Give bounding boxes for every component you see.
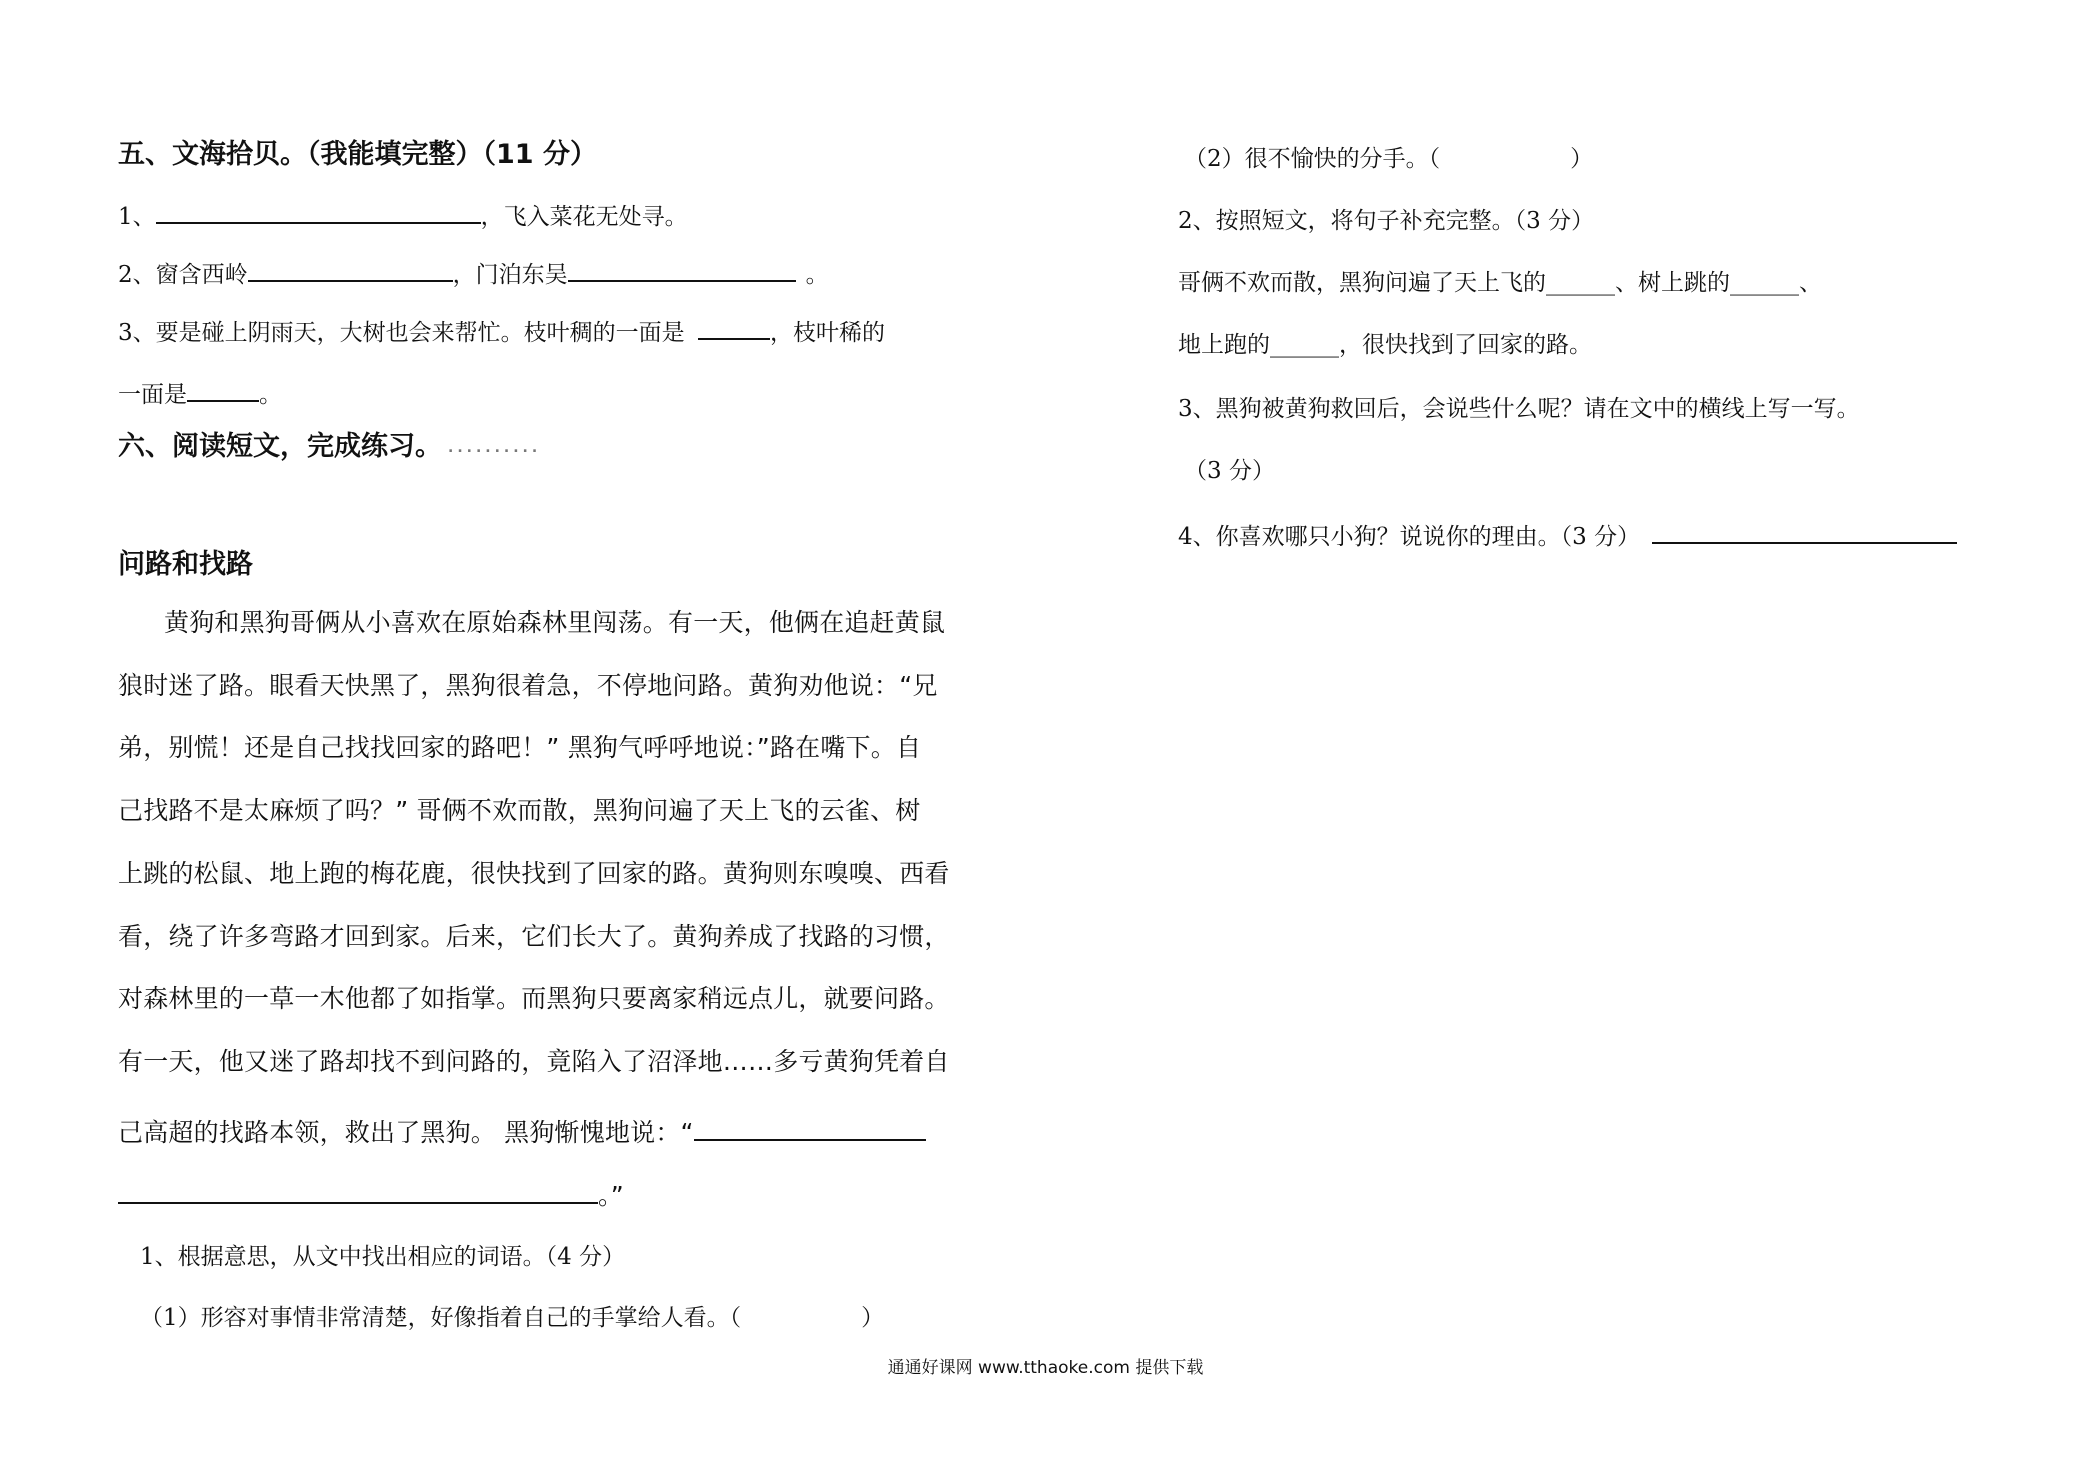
story-line: 对森林里的一草一木他都了如指掌。而黑狗只要离家稍远点儿，就要问路。: [118, 984, 950, 1014]
decorative-dots: ..........: [448, 439, 542, 456]
story-last-line: 己高超的找路本领，救出了黑狗。 黑狗惭愧地说：“: [118, 1117, 926, 1148]
answer-blank[interactable]: [118, 1180, 598, 1204]
answer-blank[interactable]: [248, 258, 453, 282]
question-1: 1、根据意思，从文中找出相应的词语。（4 分）: [140, 1244, 626, 1270]
story-line: 狼时迷了路。眼看天快黑了，黑狗很着急，不停地问路。黄狗劝他说：“兄: [118, 670, 938, 700]
story-title: 问路和找路: [118, 549, 253, 580]
question-1-part-2: （2）很不愉快的分手。（ ）: [1184, 146, 1594, 172]
section-6-title: 六、阅读短文，完成练习。 ..........: [118, 431, 542, 462]
section-5-question-2: 2、窗含西岭 ，门泊东吴 。: [118, 258, 829, 290]
answer-blank[interactable]: [568, 258, 796, 282]
story-line: 己找路不是太麻烦了吗？” 哥俩不欢而散，黑狗问遍了天上飞的云雀、树: [118, 796, 921, 826]
answer-blank[interactable]: [187, 378, 259, 402]
answer-blank[interactable]: [694, 1117, 926, 1141]
footer-credit: 通通好课网 www.tthaoke.com 提供下载: [887, 1358, 1204, 1378]
question-3: 3、黑狗被黄狗救回后，会说些什么呢？请在文中的横线上写一写。: [1178, 396, 1860, 422]
question-2-line-1: 哥俩不欢而散，黑狗问遍了天上飞的______、树上跳的______、: [1178, 270, 1822, 296]
section-5-question-3-continued: 一面是 。: [118, 378, 282, 410]
question-2: 2、按照短文，将句子补充完整。（3 分）: [1178, 208, 1595, 234]
section-5-question-3: 3、要是碰上阴雨天，大树也会来帮忙。枝叶稠的一面是 ，枝叶稀的: [118, 316, 885, 348]
story-line: 黄狗和黑狗哥俩从小喜欢在原始森林里闯荡。有一天，他俩在追赶黄鼠: [164, 608, 946, 637]
story-line: 看，绕了许多弯路才回到家。后来，它们长大了。黄狗养成了找路的习惯，: [118, 921, 950, 951]
question-1-part-1: （1）形容对事情非常清楚，好像指着自己的手掌给人看。（ ）: [140, 1305, 885, 1331]
answer-blank[interactable]: [698, 316, 770, 340]
section-5-question-1: 1、 ，飞入菜花无处寻。: [118, 200, 688, 232]
story-line: 上跳的松鼠、地上跑的梅花鹿，很快找到了回家的路。黄狗则东嗅嗅、西看: [118, 858, 950, 888]
question-2-line-2: 地上跑的______，很快找到了回家的路。: [1178, 332, 1592, 358]
answer-blank[interactable]: [156, 200, 481, 224]
question-4: 4、你喜欢哪只小狗？说说你的理由。（3 分）: [1178, 520, 1957, 552]
section-5-title: 五、文海拾贝。（我能填完整）（11 分）: [118, 139, 597, 170]
story-line: 有一天，他又迷了路却找不到问路的，竟陷入了沼泽地……多亏黄狗凭着自: [118, 1046, 950, 1076]
story-line: 弟，别慌！还是自己找找回家的路吧！” 黑狗气呼呼地说：”路在嘴下。自: [118, 733, 922, 763]
answer-blank[interactable]: [1652, 520, 1957, 544]
question-3-score: （3 分）: [1184, 458, 1275, 484]
story-end-line: 。”: [118, 1180, 624, 1211]
